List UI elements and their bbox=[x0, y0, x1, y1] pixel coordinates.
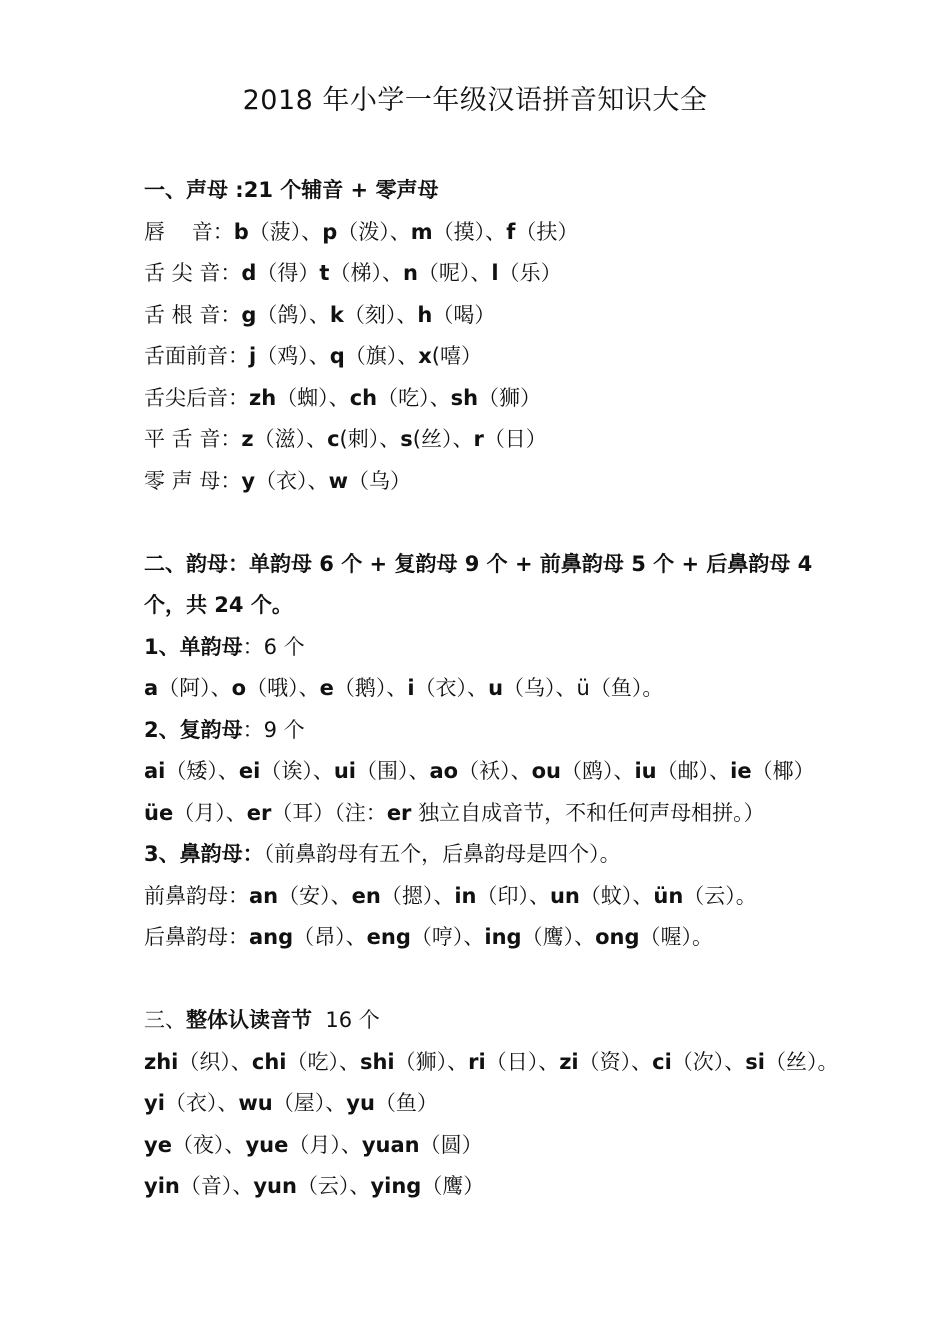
pinyin-letter: si bbox=[745, 1050, 765, 1074]
example-char: （刻）、 bbox=[343, 303, 418, 327]
example-char: （得） bbox=[256, 261, 320, 285]
pinyin-letter: zh bbox=[249, 386, 277, 410]
example-char: （屋）、 bbox=[272, 1091, 347, 1115]
row-label: 唇 音： bbox=[144, 220, 234, 244]
nasal-finals-label: 3、鼻韵母： bbox=[144, 842, 264, 866]
example-char: （资）、 bbox=[578, 1050, 653, 1074]
initials-row-tongue-front bbox=[144, 342, 482, 370]
example-char: （椰） bbox=[751, 759, 815, 783]
example-char: （哦）、 bbox=[246, 676, 320, 700]
pinyin-letter: i bbox=[407, 676, 415, 700]
example-char: （邮）、 bbox=[656, 759, 731, 783]
pinyin-letter: chi bbox=[251, 1050, 287, 1074]
example-char: （阿）、 bbox=[158, 676, 232, 700]
pinyin-letter: q bbox=[329, 344, 345, 368]
row-label: 舌 尖 音： bbox=[144, 261, 242, 285]
example-char: （鸽）、 bbox=[256, 303, 330, 327]
example-char: （圆） bbox=[419, 1133, 483, 1157]
pinyin-letter: u bbox=[488, 676, 504, 700]
example-char: （鹅）、 bbox=[333, 676, 408, 700]
front-nasal-items bbox=[249, 884, 757, 908]
example-char: 独立自成音节，不和任何声母相拼。） bbox=[411, 801, 765, 825]
example-char: (嘻） bbox=[431, 344, 482, 368]
example-char: （鹰） bbox=[421, 1174, 485, 1198]
pinyin-letter: n bbox=[402, 261, 418, 285]
compound-finals-heading bbox=[144, 716, 305, 744]
example-char: (丝）、 bbox=[412, 427, 474, 451]
pinyin-letter: üe bbox=[144, 801, 174, 825]
example-char: （鸡）、 bbox=[256, 344, 330, 368]
pinyin-letter: yue bbox=[245, 1133, 289, 1157]
example-char: （衣）、 bbox=[164, 1091, 239, 1115]
pinyin-letter: zhi bbox=[144, 1050, 179, 1074]
pinyin-letter: ri bbox=[468, 1050, 486, 1074]
pinyin-letter: zi bbox=[559, 1050, 579, 1074]
example-char: （狮） bbox=[478, 386, 542, 410]
pinyin-letter: yin bbox=[144, 1174, 180, 1198]
pinyin-letter: ei bbox=[238, 759, 261, 783]
example-char: （乌）、 bbox=[503, 676, 577, 700]
example-char: ü（鱼）。 bbox=[576, 676, 664, 700]
example-char: （云）、 bbox=[296, 1174, 371, 1198]
pinyin-letter: w bbox=[328, 469, 348, 493]
example-char: （织）、 bbox=[178, 1050, 252, 1074]
pinyin-letter: ci bbox=[652, 1050, 672, 1074]
pinyin-letter: c bbox=[327, 427, 340, 451]
pinyin-letter: f bbox=[506, 220, 516, 244]
pinyin-letter: ou bbox=[531, 759, 561, 783]
pinyin-letter: m bbox=[410, 220, 433, 244]
pinyin-letter: ün bbox=[653, 884, 684, 908]
example-char: （蜘）、 bbox=[276, 386, 350, 410]
initials-row-retroflex bbox=[144, 384, 541, 412]
section3-heading bbox=[144, 1006, 380, 1034]
pinyin-letter: yuan bbox=[361, 1133, 420, 1157]
example-char: （哼）、 bbox=[410, 925, 485, 949]
pinyin-letter: ui bbox=[333, 759, 356, 783]
example-char: （矮）、 bbox=[165, 759, 239, 783]
pinyin-letter: x bbox=[418, 344, 432, 368]
front-nasal-row bbox=[144, 882, 757, 910]
example-char: （喔）。 bbox=[639, 925, 713, 949]
pinyin-letter: yu bbox=[346, 1091, 375, 1115]
initials-row-zero-initial bbox=[144, 467, 411, 495]
section3-prefix: 三、 bbox=[144, 1008, 186, 1032]
pinyin-letter: eng bbox=[366, 925, 411, 949]
pinyin-letter: yun bbox=[253, 1174, 297, 1198]
single-finals-count: ：6 个 bbox=[242, 635, 305, 659]
example-char: （鹰）、 bbox=[521, 925, 596, 949]
pinyin-letter: an bbox=[249, 884, 279, 908]
pinyin-letter: sh bbox=[450, 386, 479, 410]
pinyin-letter: y bbox=[241, 469, 256, 493]
pinyin-letter: s bbox=[400, 427, 413, 451]
pinyin-letter: ch bbox=[349, 386, 378, 410]
pinyin-letter: a bbox=[144, 676, 159, 700]
example-char: （云）。 bbox=[683, 884, 757, 908]
pinyin-letter: p bbox=[322, 220, 338, 244]
row-label: 舌尖后音： bbox=[144, 386, 249, 410]
example-char: （耳）（注： bbox=[271, 801, 387, 825]
pinyin-letter: er bbox=[386, 801, 412, 825]
pinyin-letter: shi bbox=[359, 1050, 395, 1074]
pinyin-letter: ye bbox=[144, 1133, 172, 1157]
example-char: （安）、 bbox=[278, 884, 352, 908]
single-finals-label: 1、单韵母 bbox=[144, 635, 243, 659]
example-char: （蚊）、 bbox=[579, 884, 654, 908]
example-char: （丝）。 bbox=[764, 1050, 839, 1074]
nasal-finals-heading bbox=[144, 840, 621, 868]
example-char: （梯）、 bbox=[329, 261, 403, 285]
example-char: （乌） bbox=[347, 469, 411, 493]
pinyin-letter: d bbox=[241, 261, 257, 285]
example-char: （乐） bbox=[498, 261, 562, 285]
pinyin-letter: g bbox=[241, 303, 257, 327]
pinyin-letter: ie bbox=[730, 759, 752, 783]
whole-syllables-row-2 bbox=[144, 1089, 438, 1117]
pinyin-letter: wu bbox=[238, 1091, 273, 1115]
example-char: （扶） bbox=[515, 220, 579, 244]
compound-finals-label: 2、复韵母 bbox=[144, 718, 243, 742]
page-title: 2018 年小学一年级汉语拼音知识大全 bbox=[242, 85, 708, 116]
row-label: 平 舌 音： bbox=[144, 427, 242, 451]
example-char: （袄）、 bbox=[458, 759, 532, 783]
example-char: （狮）、 bbox=[394, 1050, 469, 1074]
single-finals-heading bbox=[144, 633, 305, 661]
pinyin-letter: o bbox=[231, 676, 247, 700]
pinyin-letter: ao bbox=[429, 759, 459, 783]
example-char: （滋）、 bbox=[253, 427, 328, 451]
initials-row-lips bbox=[144, 218, 578, 246]
pinyin-letter: ai bbox=[144, 759, 166, 783]
pinyin-letter: en bbox=[351, 884, 381, 908]
pinyin-letter: t bbox=[319, 261, 330, 285]
example-char: （吃）、 bbox=[377, 386, 451, 410]
pinyin-letter: er bbox=[246, 801, 272, 825]
pinyin-letter: ying bbox=[370, 1174, 422, 1198]
example-char: （吃）、 bbox=[286, 1050, 360, 1074]
pinyin-letter: un bbox=[549, 884, 580, 908]
example-char: （鱼） bbox=[374, 1091, 438, 1115]
whole-syllables-row-3 bbox=[144, 1131, 483, 1159]
example-char: （衣）、 bbox=[414, 676, 489, 700]
example-char: (刺）、 bbox=[339, 427, 401, 451]
example-char: （日） bbox=[483, 427, 547, 451]
example-char: （泼）、 bbox=[337, 220, 411, 244]
example-char: （摁）、 bbox=[380, 884, 455, 908]
whole-syllables-row-4 bbox=[144, 1172, 484, 1200]
example-char: （日）、 bbox=[485, 1050, 560, 1074]
nasal-finals-note: （前鼻韵母有五个，后鼻韵母是四个）。 bbox=[263, 842, 621, 866]
initials-row-tongue-root bbox=[144, 301, 495, 329]
example-char: （呢）、 bbox=[417, 261, 492, 285]
pinyin-letter: b bbox=[233, 220, 249, 244]
example-char: （夜）、 bbox=[171, 1133, 246, 1157]
pinyin-letter: yi bbox=[144, 1091, 165, 1115]
example-char: （菠）、 bbox=[248, 220, 323, 244]
compound-finals-row-1 bbox=[144, 757, 815, 785]
section1-heading: 一、声母 :21 个辅音 + 零声母 bbox=[144, 178, 439, 202]
back-nasal-items bbox=[249, 925, 713, 949]
front-nasal-label: 前鼻韵母： bbox=[144, 884, 249, 908]
whole-syllables-row-1 bbox=[144, 1048, 838, 1076]
pinyin-letter: e bbox=[319, 676, 334, 700]
back-nasal-label: 后鼻韵母： bbox=[144, 925, 249, 949]
compound-finals-count: ：9 个 bbox=[242, 718, 305, 742]
pinyin-letter: r bbox=[473, 427, 484, 451]
single-finals-row bbox=[144, 674, 663, 702]
pinyin-letter: ing bbox=[484, 925, 522, 949]
example-char: （月）、 bbox=[173, 801, 247, 825]
example-char: （围）、 bbox=[355, 759, 430, 783]
example-char: （诶）、 bbox=[260, 759, 334, 783]
example-char: （摸）、 bbox=[432, 220, 507, 244]
pinyin-letter: z bbox=[241, 427, 254, 451]
compound-finals-row-2 bbox=[144, 799, 765, 827]
example-char: （月）、 bbox=[288, 1133, 362, 1157]
row-label: 舌 根 音： bbox=[144, 303, 242, 327]
pinyin-letter: l bbox=[491, 261, 499, 285]
back-nasal-row bbox=[144, 923, 713, 951]
section2-heading-line1: 二、韵母：单韵母 6 个 + 复韵母 9 个 + 前鼻韵母 5 个 + 后鼻韵母 4 bbox=[144, 552, 813, 576]
example-char: （音）、 bbox=[179, 1174, 254, 1198]
example-char: （次）、 bbox=[671, 1050, 746, 1074]
example-char: （鸥）、 bbox=[560, 759, 635, 783]
example-char: （印）、 bbox=[476, 884, 550, 908]
section2-heading-line2: 个，共 24 个。 bbox=[144, 593, 293, 617]
pinyin-letter: in bbox=[454, 884, 477, 908]
section3-title: 整体认读音节 bbox=[186, 1008, 312, 1032]
initials-row-tongue-tip bbox=[144, 259, 562, 287]
example-char: （昂）、 bbox=[293, 925, 367, 949]
example-char: （喝） bbox=[432, 303, 496, 327]
pinyin-letter: j bbox=[249, 344, 257, 368]
section3-count: 16 个 bbox=[312, 1008, 380, 1032]
row-label: 零 声 母： bbox=[144, 469, 242, 493]
pinyin-letter: ong bbox=[595, 925, 640, 949]
row-label: 舌面前音： bbox=[144, 344, 249, 368]
pinyin-letter: iu bbox=[634, 759, 657, 783]
pinyin-letter: h bbox=[417, 303, 433, 327]
pinyin-letter: ang bbox=[249, 925, 294, 949]
example-char: （旗）、 bbox=[344, 344, 419, 368]
pinyin-letter: k bbox=[329, 303, 344, 327]
initials-row-flat-tongue bbox=[144, 425, 547, 453]
example-char: （衣）、 bbox=[255, 469, 329, 493]
